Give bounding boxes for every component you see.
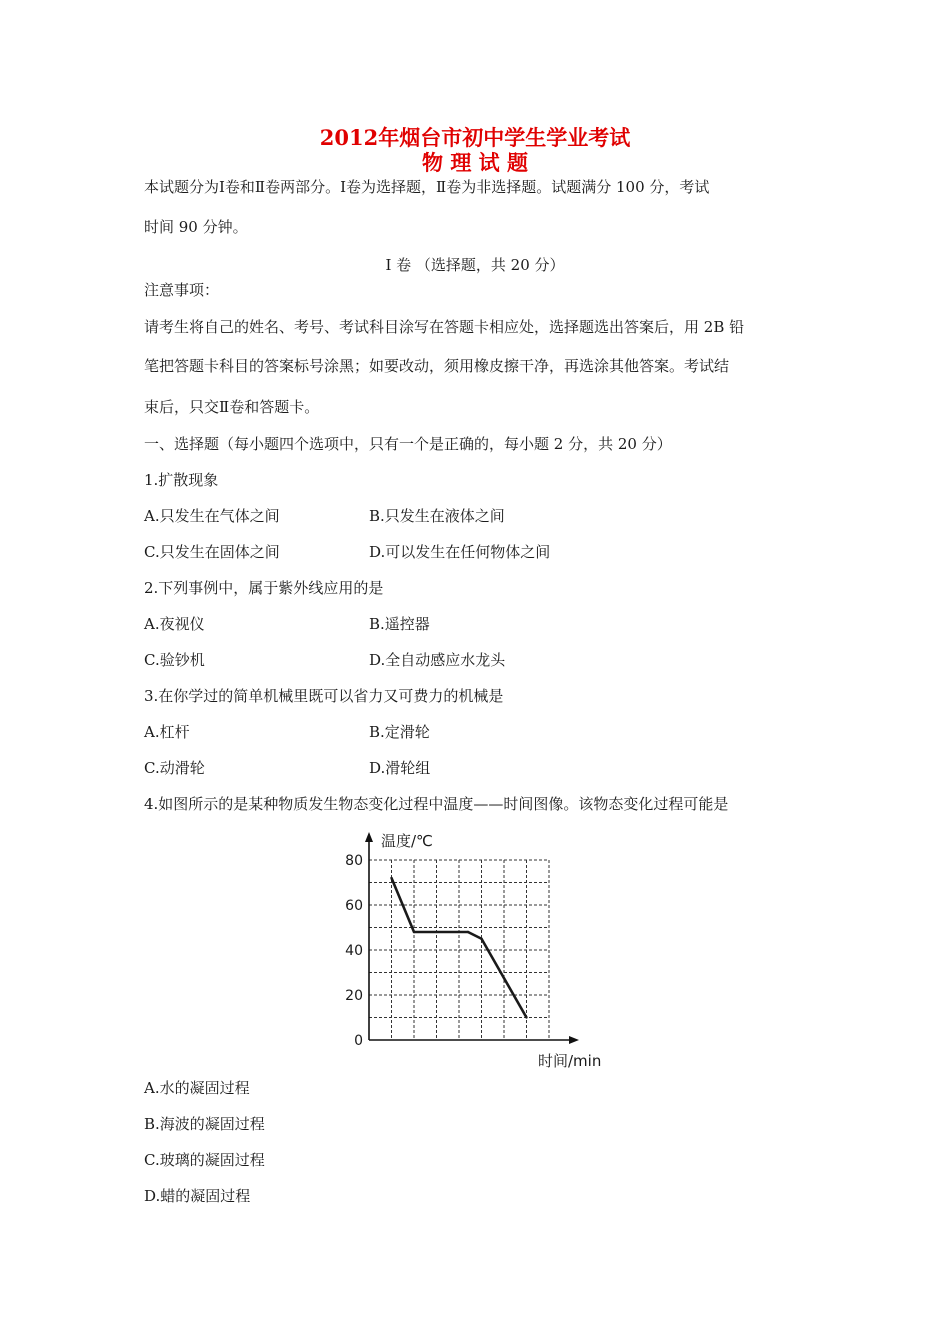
question-4-stem: 4.如图所示的是某种物质发生物态变化过程中温度——时间图像。该物态变化过程可能是 [144,795,729,813]
notice-label: 注意事项： [144,281,220,299]
chart-axes [365,832,579,1044]
question-4-option-b: B.海波的凝固过程 [144,1115,265,1133]
data-point [525,1016,527,1018]
question-1-option-a: A.只发生在气体之间 [144,507,280,525]
question-3-option-a: A.杠杆 [144,723,190,741]
question-2-option-a: A.夜视仪 [144,615,205,633]
y-tick-label: 60 [345,898,363,914]
data-point [413,931,415,933]
question-1-stem: 1.扩散现象 [144,471,219,489]
notice-line-1: 请考生将自己的姓名、考号、考试科目涂写在答题卡相应处，选择题选出答案后，用 2B 铅 [144,318,745,336]
x-axis-label: 时间/min [538,1052,602,1070]
question-2-option-d: D.全自动感应水龙头 [369,651,506,669]
data-point [467,931,469,933]
question-2-option-b: B.遥控器 [369,615,430,633]
question-4-option-c: C.玻璃的凝固过程 [144,1151,265,1169]
exam-title: 2012年烟台市初中学生学业考试 [319,125,631,150]
temperature-time-chart [325,828,625,1073]
question-4-option-d: D.蜡的凝固过程 [144,1187,251,1205]
x-axis-arrow [569,1036,579,1044]
question-1-option-d: D.可以发生在任何物体之间 [369,543,551,561]
y-tick-label: 80 [345,853,363,869]
section-heading: Ⅰ 卷 （选择题，共 20 分） [385,256,565,274]
question-3-stem: 3.在你学过的简单机械里既可以省力又可费力的机械是 [144,687,504,705]
intro-line-1: 本试题分为Ⅰ卷和Ⅱ卷两部分。Ⅰ卷为选择题，Ⅱ卷为非选择题。试题满分 100 分，考试 [144,178,710,196]
question-2-stem: 2.下列事例中，属于紫外线应用的是 [144,579,384,597]
exam-subtitle: 物 理 试 题 [422,150,528,175]
question-3-option-c: C.动滑轮 [144,759,205,777]
notice-line-2: 笔把答题卡科目的答案标号涂黑；如要改动，须用橡皮擦干净，再选涂其他答案。考试结 [144,357,730,375]
data-point [390,877,392,879]
y-tick-label: 0 [354,1033,363,1049]
question-3-option-b: B.定滑轮 [369,723,430,741]
y-axis-label: 温度/℃ [381,832,433,850]
notice-line-3: 束后，只交Ⅱ卷和答题卡。 [144,398,320,416]
question-1-option-b: B.只发生在液体之间 [369,507,505,525]
question-2-option-c: C.验钞机 [144,651,205,669]
part-heading: 一、选择题（每小题四个选项中，只有一个是正确的，每小题 2 分，共 20 分） [144,435,672,453]
question-4-option-a: A.水的凝固过程 [144,1079,250,1097]
data-point [480,938,482,940]
y-tick-label: 40 [345,943,363,959]
y-tick-labels [345,853,363,1049]
question-3-option-d: D.滑轮组 [369,759,431,777]
y-tick-label: 20 [345,988,363,1004]
intro-line-2: 时间 90 分钟。 [144,218,248,236]
y-axis-arrow [365,832,373,842]
question-1-option-c: C.只发生在固体之间 [144,543,280,561]
